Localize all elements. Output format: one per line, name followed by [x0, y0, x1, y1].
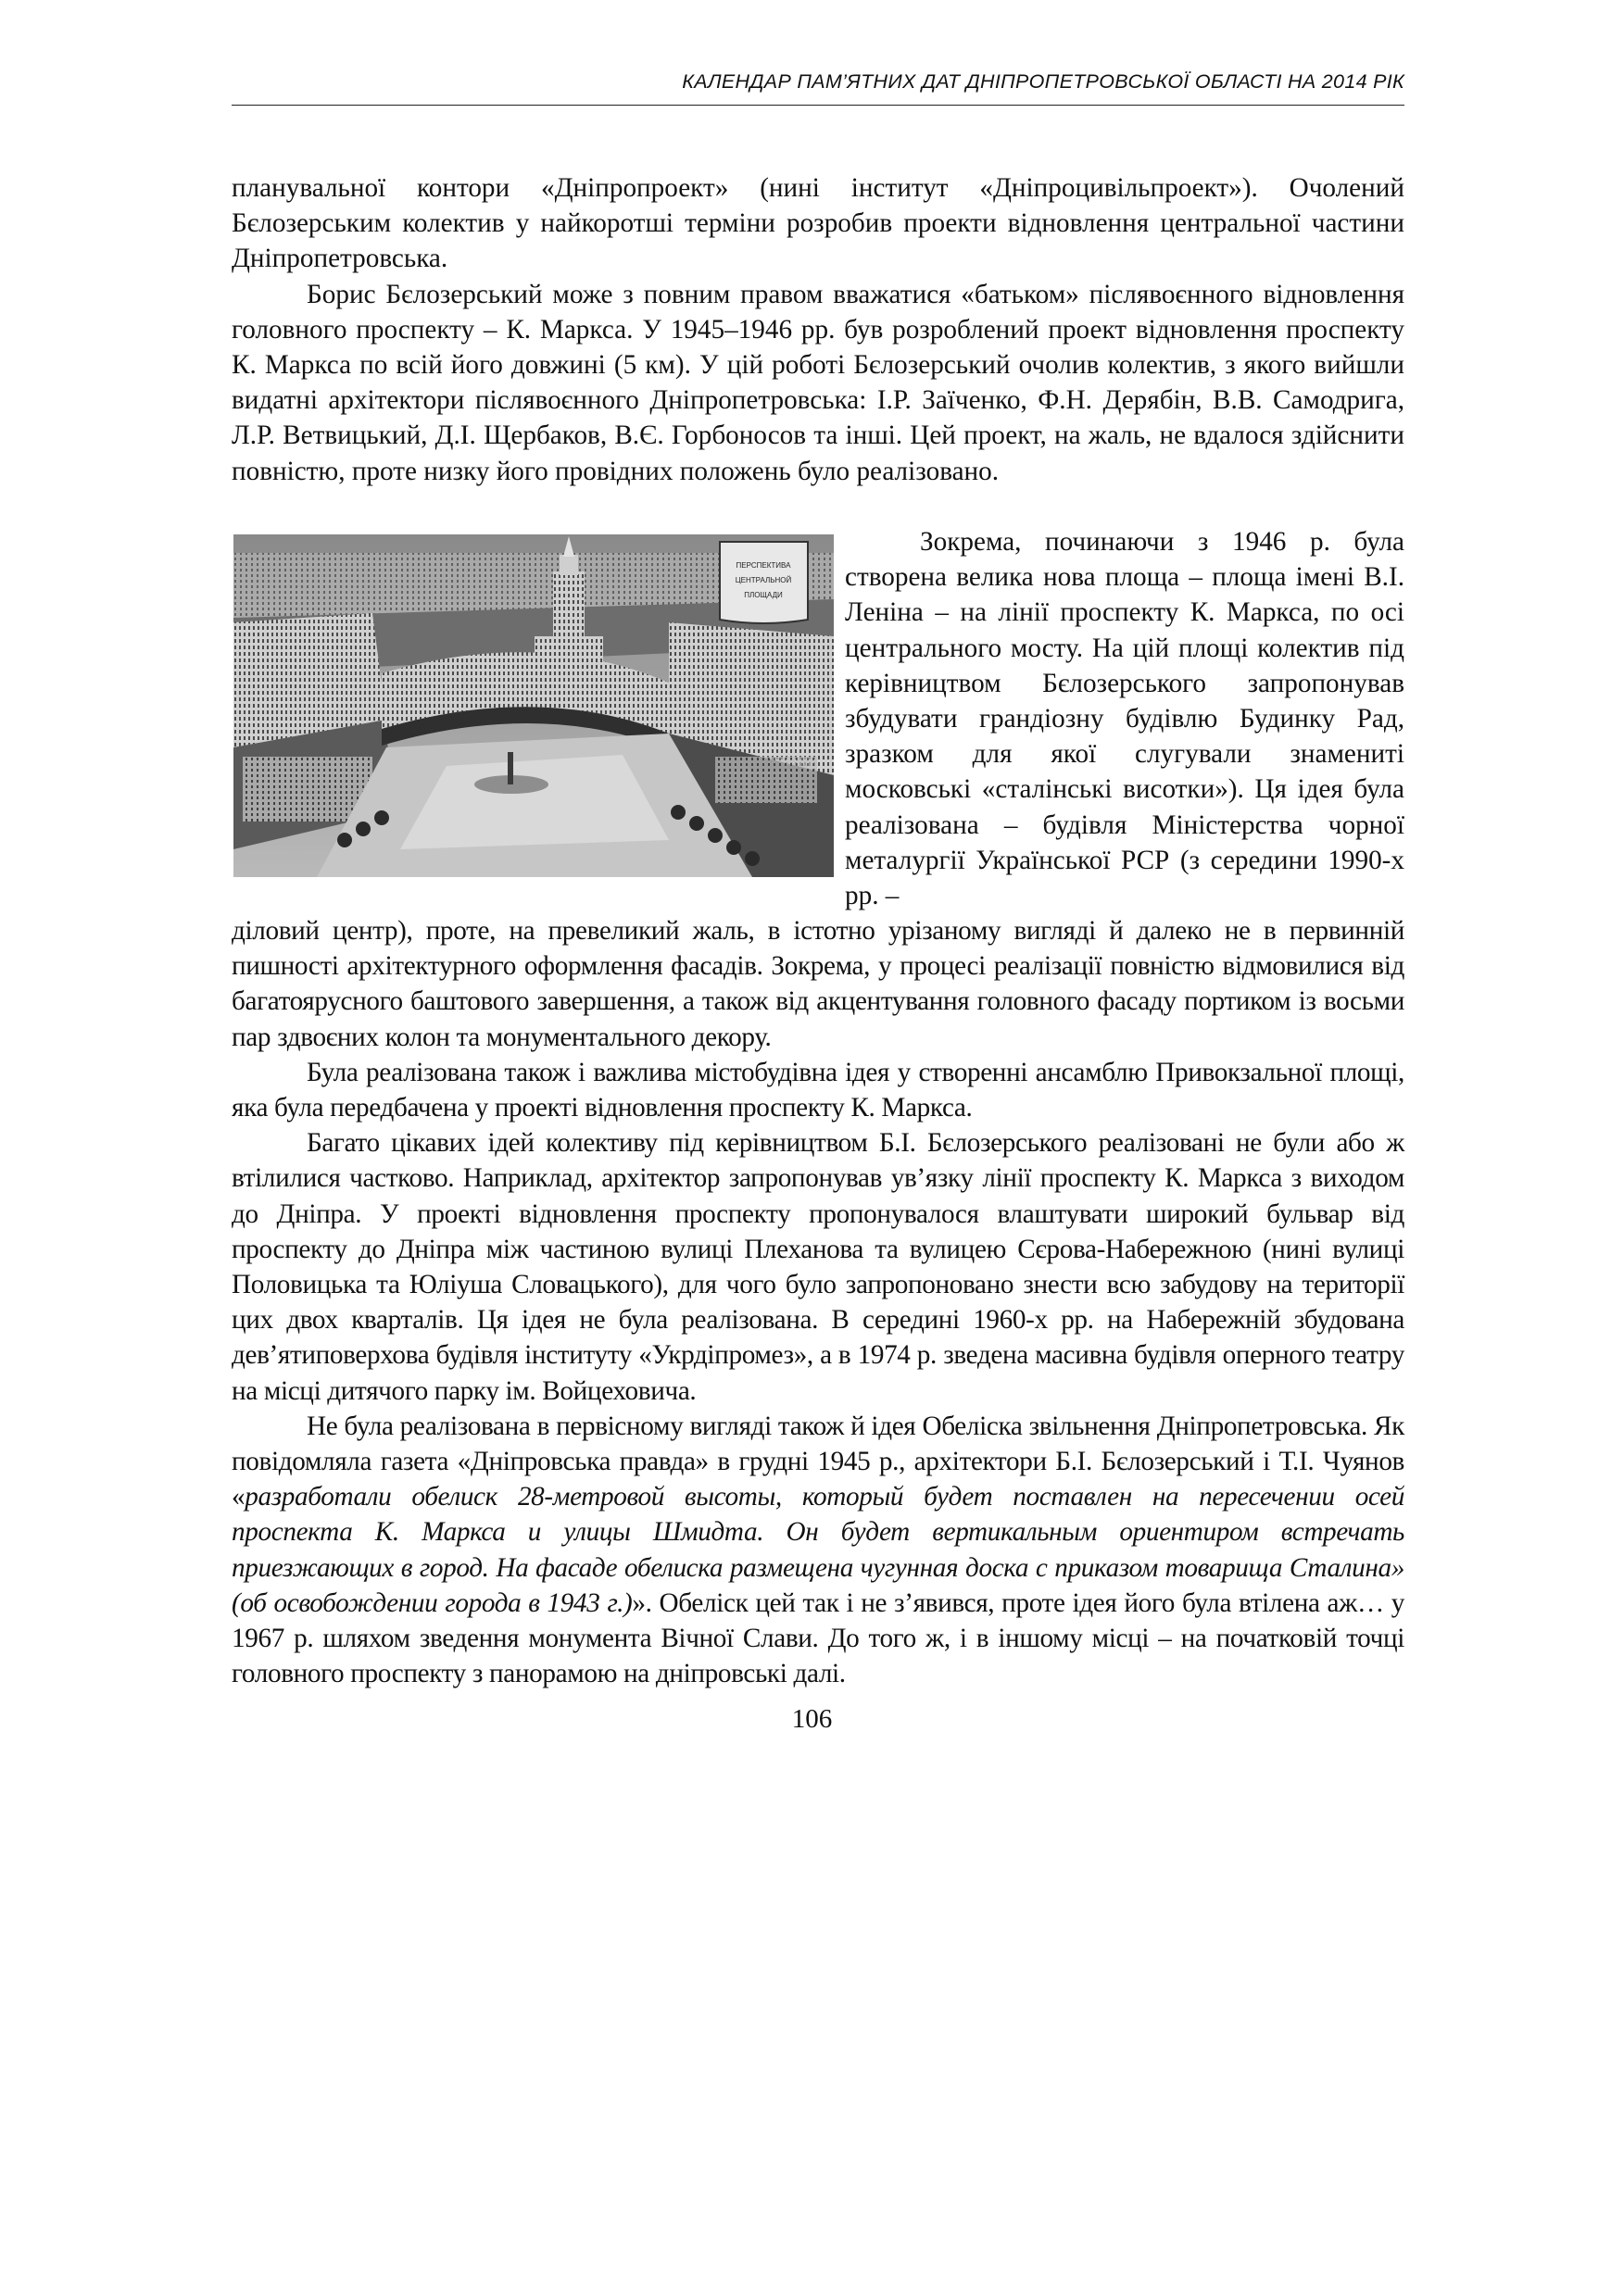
page-number: 106 — [791, 1704, 833, 1734]
paragraph-6-tail: ». Обеліск цей так і не з’явився, проте ідея його була втілена аж… у 1967 р. шляхом зведення монумента Вічної Слави. До того ж, і в іншому місці – на початковій точці головного проспекту з панорамою на дніпровські далі. — [232, 1587, 1404, 1689]
title-scroll — [720, 542, 808, 623]
paragraph-5: Багато цікавих ідей колективу під керівництвом Б.І. Бєлозерського реалізовані не були або ж втілилися частково. Наприклад, архітектор запропонував ув’язку лінії проспекту К. Маркса з виходом до Дніпра. У проекті відновлення проспекту пропонувалося влаштувати широкий бульвар від проспекту до Дніпра між частиною вулиці Плеханова та вулицею Сєрова-Набережною (нині вулиці Половицька та Юліуша Словацького), для чого було запропоновано знести всю забудову на території цих двох кварталів. Ця ідея не була реалізована. В середині 1960-х рр. на Набережній збудована дев’ятиповерхова будівля інституту «Укрдіпромез», а в 1974 р. зведена масивна будівля оперного театру на місці дитячого парку ім. Войцеховича. — [232, 1128, 1404, 1406]
architectural-perspective-image — [233, 534, 834, 877]
text-block-top — [232, 170, 1404, 489]
text-beside-image — [845, 524, 1404, 913]
paragraph-2: Борис Бєлозерський може з повним правом вважатися «батьком» післявоєнного відновлення головного проспекту – К. Маркса. У 1945–1946 рр. був розроблений проект відновлення проспекту К. Маркса по всій його довжині (5 км). У цій роботі Бєлозерський очолив колектив, з якого вийшли видатні архітектори післявоєнного Дніпропетровська: І.Р. Заїченко, Ф.Н. Дерябін, В.В. Самодрига, Л.Р. Ветвицький, Д.І. Щербаков, В.Є. Горбоносов та інші. Цей проект, на жаль, не вдалося здійснити повністю, проте низку його провідних положень було реалізовано. — [232, 279, 1404, 486]
paragraph-1: планувальної контори «Дніпропроект» (нині інститут «Дніпроцивільпроект»). Очолений Бєлозерським колектив у найкоротші терміни розробив проекти відновлення центральної частини Дніпропетровська. — [232, 173, 1404, 274]
paragraph-6 — [232, 1409, 1404, 1692]
scroll-line-1: ПЕРСПЕКТИВА — [736, 561, 791, 570]
perspective-drawing — [233, 534, 834, 877]
paragraph-3-continued: діловий центр), проте, на превеликий жаль, в істотно урізаному вигляді й далеко не в первинній пишності архітектурного оформлення фасадів. Зокрема, у процесі реалізації повністю відмовилися від багатоярусного баштового завершення, а також від акцентування головного фасаду портиком із восьми пар здвоєних колон та монументального декору. — [232, 916, 1404, 1052]
scroll-line-3: ПЛОЩАДИ — [744, 591, 783, 599]
paragraph-6-lead: Не була реалізована в первісному вигляді також й ідея Обеліска звільнення Дніпропетровська. Як повідомляла газета «Дніпровська правда» в грудні 1945 р., архітектори Б.І. Бєлозерський і Т.І. Чуянов « — [232, 1411, 1404, 1512]
paragraph-6-quote: разработали обелиск 28-метровой высоты, который будет поставлен на пересечении осей проспекта К. Маркса и улицы Шмидта. Он будет вертикальным ориентиром встречать приезжающих в город. На фасаде обелиска размещена чугунная доска с приказом товарища Сталина» (об освобождении города в 1943 г.) — [232, 1482, 1404, 1618]
paragraph-4: Була реалізована також і важлива містобудівна ідея у створенні ансамблю Привокзальної площі, яка була передбачена у проекті відновлення проспекту К. Маркса. — [232, 1057, 1404, 1123]
text-block-bottom — [232, 913, 1404, 1691]
running-header: КАЛЕНДАР ПАМ’ЯТНИХ ДАТ ДНІПРОПЕТРОВСЬКОЇ ОБЛАСТІ НА 2014 РІК — [682, 70, 1404, 93]
header-rule — [232, 105, 1404, 106]
paragraph-3-wrap: Зокрема, починаючи з 1946 р. була створена велика нова площа – площа імені В.І. Леніна – на лінії проспекту К. Маркса, по осі центрального мосту. На цій площі колектив під керівництвом Бєлозерського запропонував збудувати грандіозну будівлю Будинку Рад, зразком для якої слугували знамениті московські «сталінські висотки»). Ця ідея була реалізована – будівля Міністерства чорної металургії Української РСР (з середини 1990-х рр. – — [845, 527, 1404, 911]
scroll-line-2: ЦЕНТРАЛЬНОЙ — [735, 576, 792, 584]
